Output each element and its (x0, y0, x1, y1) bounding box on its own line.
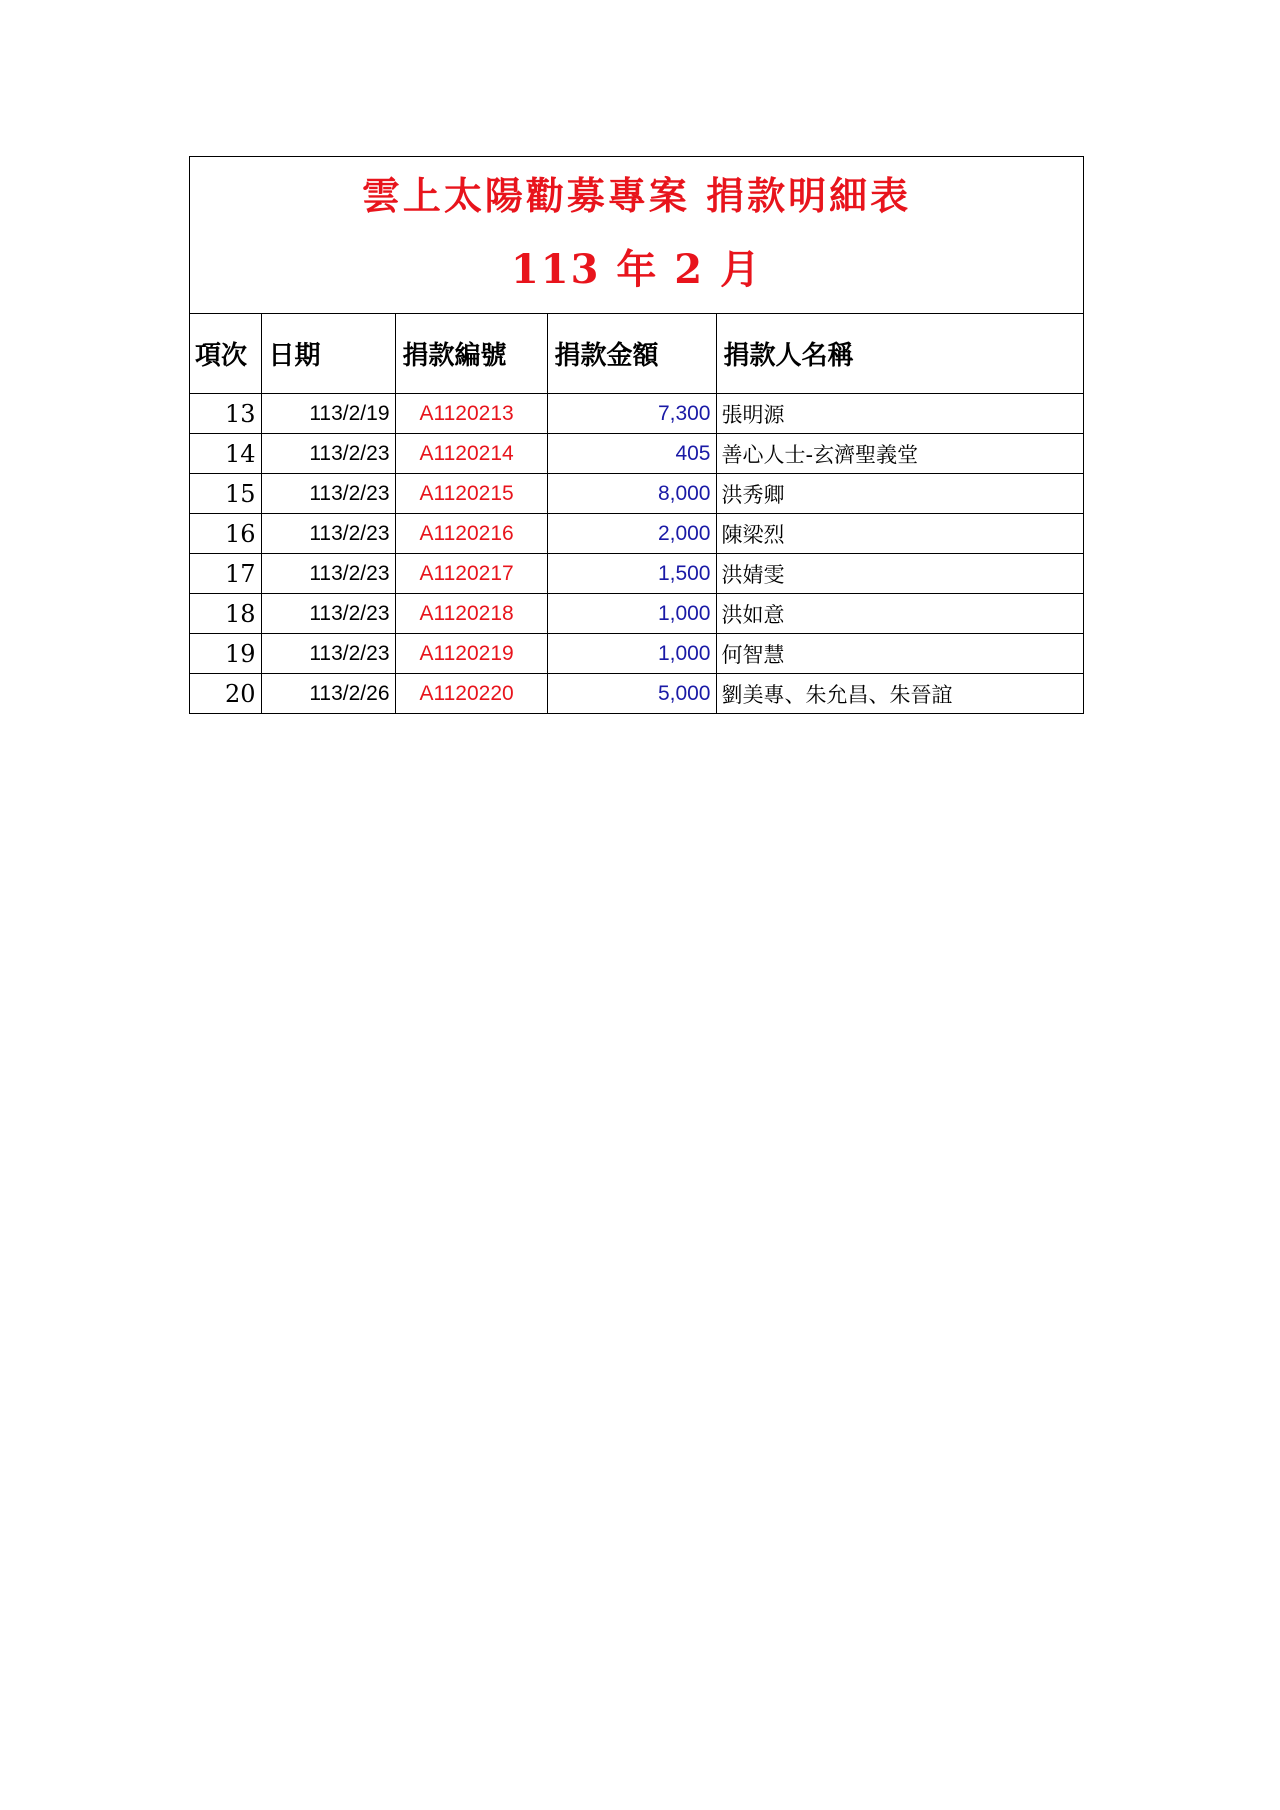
donation-code: A1120213 (395, 394, 547, 434)
donation-amount: 2,000 (547, 514, 716, 554)
donor-name: 陳梁烈 (716, 514, 1083, 554)
donation-amount: 1,500 (547, 554, 716, 594)
item-number: 20 (190, 674, 261, 714)
donation-date: 113/2/19 (261, 394, 395, 434)
header-amount: 捐款金額 (547, 314, 716, 394)
item-number: 15 (190, 474, 261, 514)
donation-code: A1120220 (395, 674, 547, 714)
donor-name: 洪婧雯 (716, 554, 1083, 594)
document-title: 雲上太陽勸募專案 捐款明細表 (361, 173, 912, 218)
header-donor: 捐款人名稱 (716, 314, 1083, 394)
document-subtitle: 113 年 2 月 (510, 246, 763, 293)
donation-date: 113/2/23 (261, 514, 395, 554)
header-date: 日期 (261, 314, 395, 394)
donation-date: 113/2/23 (261, 554, 395, 594)
table-row (190, 474, 1083, 514)
table-body (190, 394, 1083, 714)
donation-amount: 1,000 (547, 634, 716, 674)
table-row (190, 674, 1083, 714)
donor-name: 劉美專、朱允昌、朱晉誼 (721, 682, 953, 707)
item-number: 19 (190, 634, 261, 674)
table-header-row (190, 314, 1083, 394)
donation-table (190, 314, 1083, 713)
title-block (190, 157, 1083, 314)
donation-amount: 405 (547, 434, 716, 474)
table-row (190, 594, 1083, 634)
item-number: 18 (190, 594, 261, 634)
header-code: 捐款編號 (395, 314, 547, 394)
item-number: 16 (190, 514, 261, 554)
table-row (190, 514, 1083, 554)
donation-date: 113/2/26 (261, 674, 395, 714)
donation-code: A1120219 (395, 634, 547, 674)
donation-code: A1120214 (395, 434, 547, 474)
donation-date: 113/2/23 (261, 634, 395, 674)
table-row (190, 554, 1083, 594)
donation-amount: 8,000 (547, 474, 716, 514)
donation-code: A1120216 (395, 514, 547, 554)
donation-code: A1120217 (395, 554, 547, 594)
donor-name: 張明源 (716, 394, 1083, 434)
donor-name: 何智慧 (716, 634, 1083, 674)
donation-date: 113/2/23 (261, 594, 395, 634)
donor-name: 洪如意 (716, 594, 1083, 634)
donor-name: 洪秀卿 (716, 474, 1083, 514)
table-row (190, 434, 1083, 474)
table-row (190, 634, 1083, 674)
donation-code: A1120218 (395, 594, 547, 634)
donation-amount: 1,000 (547, 594, 716, 634)
donation-date: 113/2/23 (261, 474, 395, 514)
donation-amount: 5,000 (547, 674, 716, 714)
donation-amount: 7,300 (547, 394, 716, 434)
donation-code: A1120215 (395, 474, 547, 514)
item-number: 17 (190, 554, 261, 594)
donation-sheet (189, 156, 1084, 714)
item-number: 13 (190, 394, 261, 434)
table-row (190, 394, 1083, 434)
donor-name: 善心人士-玄濟聖義堂 (716, 434, 1083, 474)
donation-date: 113/2/23 (261, 434, 395, 474)
item-number: 14 (190, 434, 261, 474)
header-item: 項次 (190, 314, 261, 394)
